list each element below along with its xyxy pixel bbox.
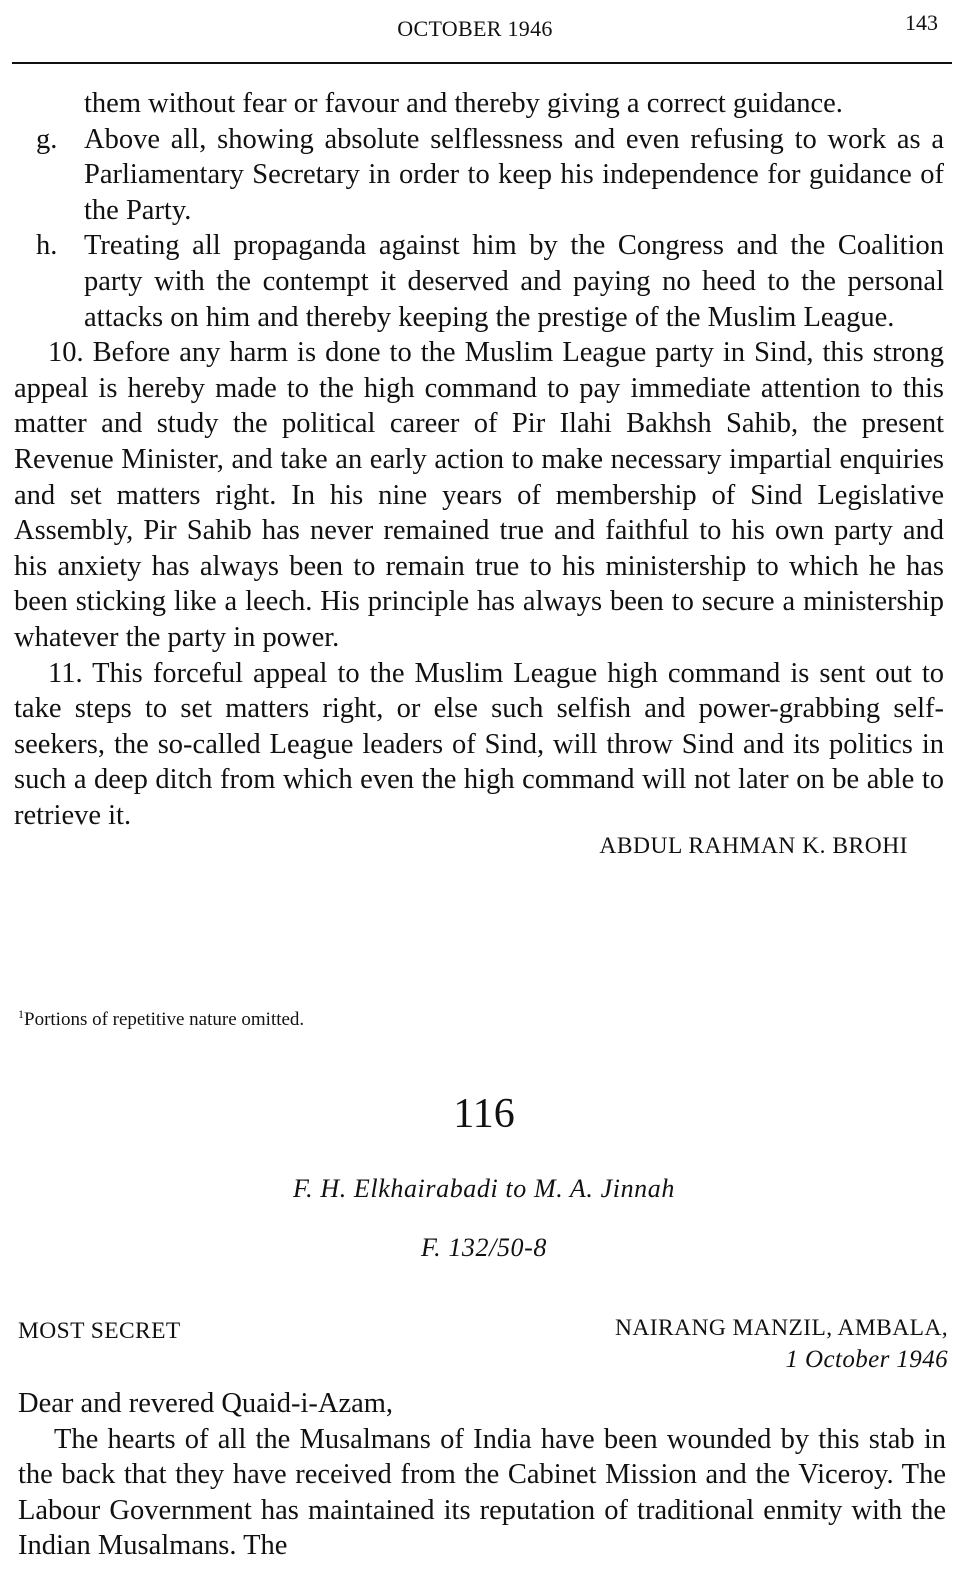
paragraph-11: 11. This forceful appeal to the Muslim League high command is sent out to take steps to set matters right, or else such selfish and power-grabbing self-seekers, the so-called League leaders of Sind, will throw Sind and its politics in such a deep ditch from which even the high command will not later on be able to retrieve it. <box>14 657 944 831</box>
address-line: NAIRANG MANZIL, AMBALA, <box>615 1315 948 1341</box>
list-item-marker: h. <box>36 230 58 262</box>
list-item-g <box>14 122 944 229</box>
list-item-text: them without fear or favour and thereby giving a correct guidance. <box>84 88 843 119</box>
list-item-h <box>14 228 944 335</box>
running-title: OCTOBER 1946 <box>397 16 553 41</box>
signature: ABDUL RAHMAN K. BROHI <box>599 833 908 860</box>
classification-label: MOST SECRET <box>18 1318 181 1344</box>
footnote-text: Portions of repetitive nature omitted. <box>24 1009 305 1030</box>
letter-paragraph: The hearts of all the Musalmans of India have been wounded by this stab in the back that they have received from the Cabinet Mission and the Viceroy. The Labour Government has maintained its reputation of traditional enmity with the Indian Musalmans. The <box>18 1423 946 1562</box>
running-head <box>0 10 968 42</box>
document-reference: F. 132/50-8 <box>420 1233 547 1262</box>
document-heading: F. H. Elkhairabadi to M. A. Jinnah <box>293 1174 675 1203</box>
letter-body <box>18 1386 946 1564</box>
footnote <box>18 1007 304 1031</box>
letter-date: 1 October 1946 <box>785 1346 948 1373</box>
document-115-continuation <box>14 86 944 861</box>
list-item-f-continuation <box>14 86 944 122</box>
header-rule <box>12 62 952 64</box>
salutation: Dear and revered Quaid-i-Azam, <box>18 1388 394 1419</box>
list-item-marker: g. <box>36 123 58 155</box>
paragraph-10: 10. Before any harm is done to the Muslim League party in Sind, this strong appeal is hereby made to the high command to pay immediate attention to this matter and study the political career of Pir Ilahi Bakhsh Sahib, the present Revenue Minister, and take an early action to make necessary impartial enquiries and set matters right. In his nine years of membership of Sind Legislative Assembly, Pir Sahib has never remained true and faithful to his own party and his anxiety has always been to remain true to his ministership to which he has been sticking like a leech. His principle has always been to secure a ministership whatever the party in power. <box>14 337 944 653</box>
page-number: 143 <box>905 10 938 35</box>
list-item-text: Above all, showing absolute selflessness and even refusing to work as a Parliamentary Secretary in order to keep his independence for guidance of the Party. <box>84 123 944 226</box>
footnote-marker: 1 <box>18 1007 24 1021</box>
document-number: 116 <box>453 1091 515 1137</box>
sender-address <box>615 1312 948 1376</box>
list-item-text: Treating all propaganda against him by the Congress and the Coalition party with the contempt it deserved and paying no heed to the personal attacks on him and thereby keeping the prestige of the Muslim League. <box>84 230 944 333</box>
